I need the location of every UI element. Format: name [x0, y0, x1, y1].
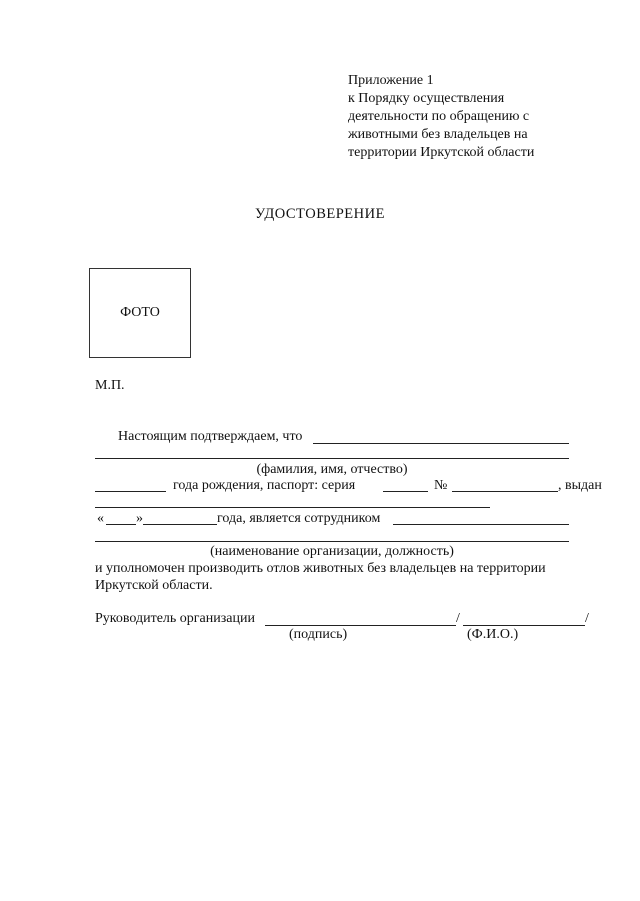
slash-1: / [456, 611, 460, 626]
issued-text: , выдан [558, 478, 602, 493]
org-caption: (наименование организации, должность) [210, 544, 454, 559]
appendix-line: территории Иркутской области [348, 145, 535, 160]
fio-blank-2[interactable] [95, 458, 569, 459]
fio-blank-1[interactable] [313, 443, 569, 444]
passport-number-blank[interactable] [452, 491, 558, 492]
appendix-line: животными без владельцев на [348, 127, 528, 142]
fio-caption: (фамилия, имя, отчество) [256, 462, 408, 477]
passport-series-blank[interactable] [383, 491, 428, 492]
appendix-line: к Порядку осуществления [348, 91, 505, 106]
photo-placeholder [89, 268, 191, 358]
head-label: Руководитель организации [95, 611, 255, 626]
number-sign: № [434, 478, 448, 493]
photo-label: ФОТО [120, 305, 160, 320]
sign-caption: (подпись) [289, 627, 348, 642]
authorized-text-line-2: Иркутской области. [95, 578, 213, 593]
quote-open: « [97, 511, 104, 526]
day-blank[interactable] [106, 524, 136, 525]
stamp-label: М.П. [95, 378, 125, 393]
quote-close: » [136, 511, 143, 526]
employer-blank-1[interactable] [393, 524, 569, 525]
employee-text: года, является сотрудником [217, 511, 381, 526]
birth-passport-text: года рождения, паспорт: серия [173, 478, 356, 493]
birth-year-blank[interactable] [95, 491, 166, 492]
organization-blank[interactable] [95, 541, 569, 542]
month-year-blank[interactable] [143, 524, 217, 525]
signature-fio-caption: (Ф.И.О.) [467, 627, 519, 642]
document-title: УДОСТОВЕРЕНИЕ [255, 206, 385, 222]
appendix-header [348, 72, 534, 162]
issued-by-blank[interactable] [95, 507, 490, 508]
appendix-line: Приложение 1 [348, 73, 434, 88]
appendix-line: деятельности по обращению с [348, 109, 530, 124]
confirm-text: Настоящим подтверждаем, что [118, 429, 303, 444]
slash-2: / [585, 611, 589, 626]
authorized-text-line-1: и уполномочен производить отлов животных без владельцев на территории [95, 561, 546, 576]
